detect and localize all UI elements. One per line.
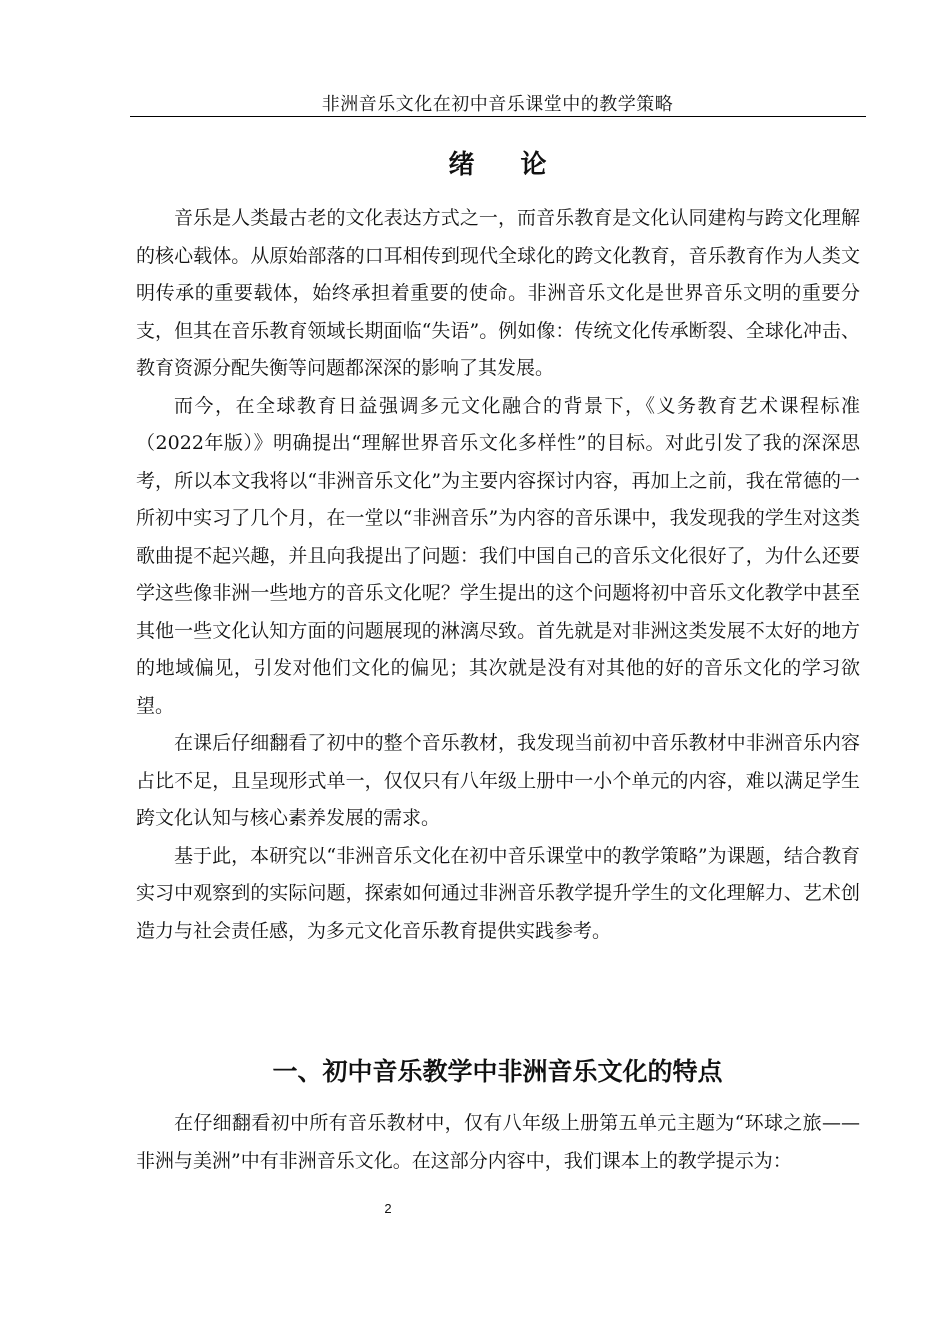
section-1-paragraph-1: 在仔细翻看初中所有音乐教材中，仅有八年级上册第五单元主题为“环球之旅——非洲与美洲”中有非洲音乐文化。在这部分内容中，我们课本上的教学提示为：: [136, 1112, 860, 1172]
introduction-body: [136, 200, 860, 950]
introduction-heading-char-2: 论: [520, 150, 547, 180]
section-1-body: [136, 1105, 860, 1180]
intro-paragraph-3: 在课后仔细翻看了初中的整个音乐教材，我发现当前初中音乐教材中非洲音乐内容占比不足，且呈现形式单一，仅仅只有八年级上册中一小个单元的内容，难以满足学生跨文化认知与核心素养发展的需求。: [136, 732, 860, 829]
page-number: 2: [384, 1201, 392, 1216]
introduction-heading-char-1: 绪: [448, 150, 475, 180]
intro-paragraph-4: 基于此，本研究以“非洲音乐文化在初中音乐课堂中的教学策略”为课题，结合教育实习中观察到的实际问题，探索如何通过非洲音乐教学提升学生的文化理解力、艺术创造力与社会责任感，为多元文化音乐教育提供实践参考。: [136, 844, 860, 942]
intro-paragraph-2: 而今，在全球教育日益强调多元文化融合的背景下，《义务教育艺术课程标准（2022年版）》明确提出“理解世界音乐文化多样性”的目标。对此引发了我的深深思考，所以本文我将以“非洲音乐文化”为主要内容探讨内容，再加上之前，我在常德的一所初中实习了几个月，在一堂以“非洲音乐”为内容的音乐课中，我发现我的学生对这类歌曲提不起兴趣，并且向我提出了问题：我们中国自己的音乐文化很好了，为什么还要学这些像非洲一些地方的音乐文化呢？学生提出的这个问题将初中音乐文化教学中甚至其他一些文化认知方面的问题展现的淋漓尽致。首先就是对非洲这类发展不太好的地方的地域偏见，引发对他们文化的偏见；其次就是没有对其他的好的音乐文化的学习欲望。: [136, 394, 860, 717]
intro-paragraph-1: 音乐是人类最古老的文化表达方式之一，而音乐教育是文化认同建构与跨文化理解的核心载体。从原始部落的口耳相传到现代全球化的跨文化教育，音乐教育作为人类文明传承的重要载体，始终承担着重要的使命。非洲音乐文化是世界音乐文明的重要分支，但其在音乐教育领域长期面临“失语”。例如像：传统文化传承断裂、全球化冲击、教育资源分配失衡等问题都深深的影响了其发展。: [136, 207, 860, 379]
introduction-heading: [130, 144, 865, 181]
header-divider: [130, 116, 866, 117]
running-header: 非洲音乐文化在初中音乐课堂中的教学策略: [321, 94, 674, 115]
section-1-heading: 一、初中音乐教学中非洲音乐文化的特点: [272, 1057, 723, 1086]
